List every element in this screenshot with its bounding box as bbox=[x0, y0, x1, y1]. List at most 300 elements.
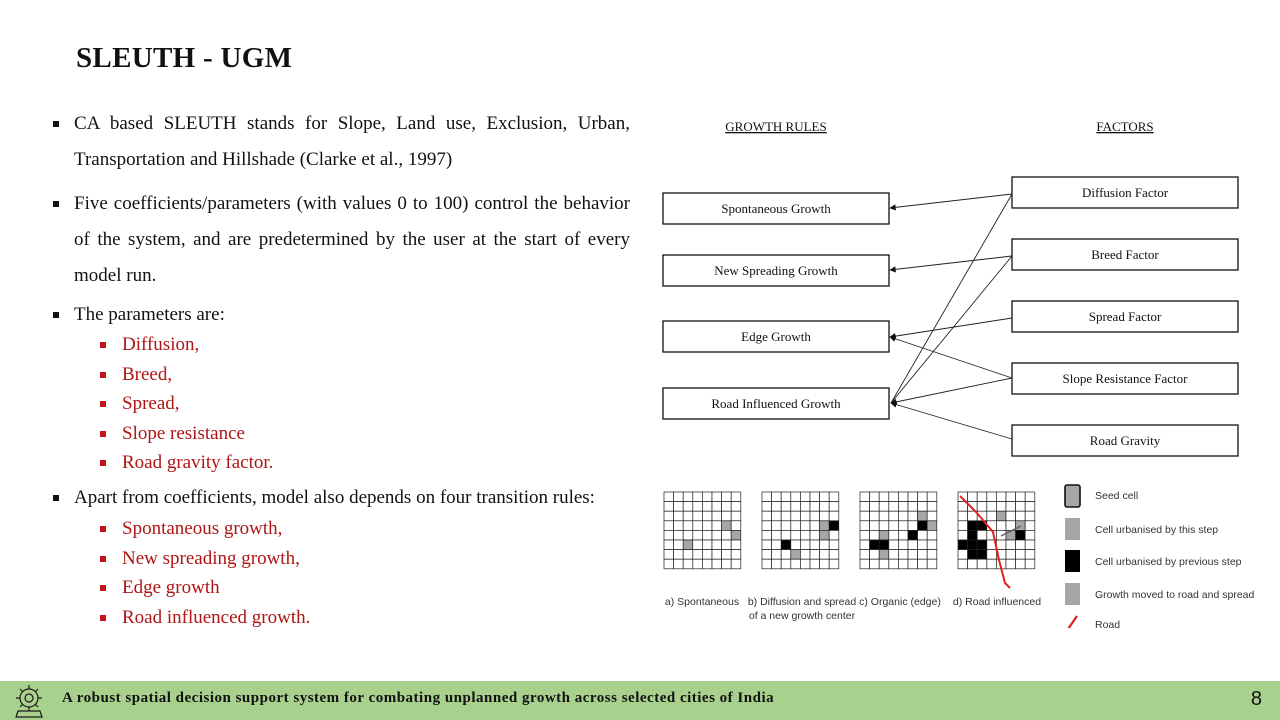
grid-cell bbox=[829, 550, 839, 560]
grid-cell bbox=[1016, 540, 1026, 550]
growth-rule-label: Road Influenced Growth bbox=[711, 396, 841, 411]
grid-cell bbox=[958, 559, 968, 569]
rule-item: New spreading growth, bbox=[52, 544, 630, 574]
grid-cell bbox=[712, 502, 722, 512]
grid-cell bbox=[683, 511, 693, 521]
grid-cell bbox=[1006, 502, 1016, 512]
growth-rules-header: GROWTH RULES bbox=[725, 119, 827, 134]
arrow-spread-edge bbox=[890, 318, 1012, 337]
grid-cell bbox=[1025, 550, 1035, 560]
grid-cell bbox=[927, 502, 937, 512]
grid-cell bbox=[800, 530, 810, 540]
arrow-breed-newspreading bbox=[890, 256, 1012, 270]
grid-caption: of a new growth center bbox=[748, 610, 856, 622]
grid-cell bbox=[781, 540, 791, 550]
factor-label: Road Gravity bbox=[1089, 433, 1161, 448]
grid-cell bbox=[829, 492, 839, 502]
grid-cell bbox=[772, 550, 782, 560]
grid-cell bbox=[958, 540, 968, 550]
grid-cell bbox=[664, 521, 674, 531]
grid-cell bbox=[889, 502, 899, 512]
grid-cell bbox=[820, 502, 830, 512]
grid-cell bbox=[1016, 530, 1026, 540]
grid-cell bbox=[860, 550, 870, 560]
grid-cell bbox=[908, 559, 918, 569]
grid-cell bbox=[712, 492, 722, 502]
grid-cell bbox=[693, 521, 703, 531]
rule-item: Road influenced growth. bbox=[52, 603, 630, 633]
grid-cell bbox=[1025, 511, 1035, 521]
factor-label: Diffusion Factor bbox=[1081, 185, 1169, 200]
grid-cell bbox=[829, 502, 839, 512]
grid-cell bbox=[722, 559, 732, 569]
grid-cell bbox=[800, 492, 810, 502]
factor-label: Slope Resistance Factor bbox=[1062, 371, 1188, 386]
grid-cell bbox=[791, 550, 801, 560]
grid-cell bbox=[800, 502, 810, 512]
grid-cell bbox=[762, 492, 772, 502]
grid-cell bbox=[898, 492, 908, 502]
grid-cell bbox=[664, 492, 674, 502]
grid-cell bbox=[731, 530, 741, 540]
grid-cell bbox=[968, 492, 978, 502]
bullet-text: CA based SLEUTH stands for Slope, Land use, Exclusion, Urban, Transportation and Hillshade (Clarke et al., 1997) bbox=[74, 113, 630, 170]
grid-cell bbox=[722, 540, 732, 550]
grid-cell bbox=[800, 511, 810, 521]
grid-cell bbox=[968, 550, 978, 560]
bullet-item bbox=[52, 106, 630, 178]
grid-cell bbox=[927, 550, 937, 560]
grid-cell bbox=[879, 550, 889, 560]
grid-cell bbox=[987, 550, 997, 560]
grid-cell bbox=[1016, 559, 1026, 569]
square-bullet-icon bbox=[53, 121, 59, 127]
previous-step-swatch-icon bbox=[1065, 550, 1080, 572]
bullet-text: Five coefficients/parameters (with values 0 to 100) control the behavior of the system, and are predetermined by the user at the start of every model run. bbox=[74, 193, 630, 286]
grid-cell bbox=[683, 550, 693, 560]
grid-cell bbox=[820, 550, 830, 560]
grid-cell bbox=[1016, 492, 1026, 502]
legend-label: Road bbox=[1095, 619, 1121, 628]
grid-cell bbox=[898, 511, 908, 521]
grid-cell bbox=[674, 530, 684, 540]
arrow-slope-road bbox=[891, 378, 1012, 403]
grid-cell bbox=[870, 550, 880, 560]
bullet-text: The parameters are: bbox=[74, 304, 225, 325]
grid-cell bbox=[702, 521, 712, 531]
grid-cell bbox=[1025, 530, 1035, 540]
growth-rule-label: Edge Growth bbox=[741, 329, 811, 344]
grid-cell bbox=[918, 559, 928, 569]
grid-cell bbox=[829, 530, 839, 540]
grid-cell bbox=[664, 550, 674, 560]
grid-cell bbox=[889, 530, 899, 540]
grid-cell bbox=[683, 559, 693, 569]
grid-cell bbox=[870, 492, 880, 502]
grid-cell bbox=[829, 559, 839, 569]
grid-cell bbox=[810, 550, 820, 560]
grid-cell bbox=[712, 540, 722, 550]
square-bullet-icon bbox=[100, 431, 106, 437]
cell-grids bbox=[664, 492, 1035, 588]
grid-cell bbox=[722, 521, 732, 531]
grid-cell bbox=[762, 550, 772, 560]
grid-cell bbox=[908, 521, 918, 531]
grid-cell bbox=[977, 530, 987, 540]
param-item: Breed, bbox=[52, 360, 630, 390]
grid-cell bbox=[731, 511, 741, 521]
grid-cell bbox=[664, 502, 674, 512]
grid-cell bbox=[731, 521, 741, 531]
cell-grid bbox=[762, 492, 839, 569]
grid-cell bbox=[879, 540, 889, 550]
arrow-diffusion-spontaneous bbox=[890, 194, 1012, 208]
factor-label: Breed Factor bbox=[1091, 247, 1159, 262]
grid-cell bbox=[820, 540, 830, 550]
bullet-text: Apart from coefficients, model also depends on four transition rules: bbox=[74, 486, 595, 508]
grid-cell bbox=[683, 521, 693, 531]
growth-rule-label: Spontaneous Growth bbox=[721, 201, 831, 216]
grid-caption: d) Road influenced bbox=[952, 596, 1042, 608]
grid-cell bbox=[731, 559, 741, 569]
grid-cell bbox=[879, 559, 889, 569]
arrow-gravity-road bbox=[891, 403, 1012, 439]
grid-cell bbox=[918, 550, 928, 560]
grid-cell bbox=[772, 492, 782, 502]
grid-cell bbox=[879, 511, 889, 521]
square-bullet-icon bbox=[100, 615, 106, 621]
connector-lines bbox=[890, 194, 1012, 439]
grid-cell bbox=[664, 559, 674, 569]
grid-cell bbox=[674, 521, 684, 531]
grid-cell bbox=[977, 550, 987, 560]
grid-cell bbox=[918, 540, 928, 550]
grid-cell bbox=[772, 511, 782, 521]
grid-cell bbox=[958, 530, 968, 540]
param-item: Slope resistance bbox=[52, 419, 630, 449]
grid-cell bbox=[996, 540, 1006, 550]
grid-cell bbox=[722, 530, 732, 540]
bullet-item bbox=[52, 300, 630, 330]
grid-cell bbox=[1025, 502, 1035, 512]
grid-cell bbox=[927, 521, 937, 531]
grid-cell bbox=[702, 530, 712, 540]
square-bullet-icon bbox=[100, 526, 106, 532]
grid-cell bbox=[898, 559, 908, 569]
grid-cell bbox=[693, 502, 703, 512]
grid-cell bbox=[958, 511, 968, 521]
grid-cell bbox=[791, 530, 801, 540]
grid-cell bbox=[674, 502, 684, 512]
grid-cell bbox=[1016, 550, 1026, 560]
grid-cell bbox=[693, 550, 703, 560]
rule-item: Spontaneous growth, bbox=[52, 514, 630, 544]
grid-cell bbox=[908, 530, 918, 540]
grid-cell bbox=[927, 540, 937, 550]
seed-cell-swatch-icon bbox=[1065, 485, 1080, 507]
grid-cell bbox=[820, 521, 830, 531]
grid-cell bbox=[762, 530, 772, 540]
bullet-list bbox=[52, 106, 630, 632]
grid-cell bbox=[860, 502, 870, 512]
grid-cell bbox=[781, 559, 791, 569]
grid-cell bbox=[791, 540, 801, 550]
grid-cell bbox=[664, 530, 674, 540]
grid-cell bbox=[968, 521, 978, 531]
grid-cell bbox=[829, 511, 839, 521]
footer-bar bbox=[0, 681, 1280, 720]
grid-cell bbox=[860, 511, 870, 521]
grid-cell bbox=[908, 550, 918, 560]
grid-cell bbox=[772, 521, 782, 531]
grid-cell bbox=[762, 511, 772, 521]
grid-cell bbox=[977, 540, 987, 550]
grid-cell bbox=[987, 502, 997, 512]
grid-cell bbox=[791, 511, 801, 521]
grid-cell bbox=[968, 540, 978, 550]
grid-cell bbox=[889, 521, 899, 531]
grid-cell bbox=[791, 492, 801, 502]
footer-text: A robust spatial decision support system for combating unplanned growth across selected cities of India bbox=[62, 690, 775, 706]
rule-item: Edge growth bbox=[52, 573, 630, 603]
grid-cell bbox=[1006, 550, 1016, 560]
grid-cell bbox=[810, 521, 820, 531]
grid-cell bbox=[781, 492, 791, 502]
grid-cell bbox=[702, 559, 712, 569]
grid-cell bbox=[800, 521, 810, 531]
grid-cell bbox=[1006, 492, 1016, 502]
grid-cell bbox=[977, 502, 987, 512]
grid-cell bbox=[870, 511, 880, 521]
grid-cell bbox=[918, 511, 928, 521]
grid-cell bbox=[722, 502, 732, 512]
grid-cell bbox=[693, 530, 703, 540]
grid-cell bbox=[722, 550, 732, 560]
grid-cell bbox=[987, 511, 997, 521]
grid-cell bbox=[712, 530, 722, 540]
param-item: Road gravity factor. bbox=[52, 448, 630, 478]
grid-cell bbox=[810, 559, 820, 569]
page-number: 8 bbox=[1250, 688, 1262, 710]
grid-cell bbox=[898, 521, 908, 531]
this-step-swatch-icon bbox=[1065, 518, 1080, 540]
grid-cell bbox=[918, 521, 928, 531]
grid-cell bbox=[860, 530, 870, 540]
grid-cell bbox=[674, 550, 684, 560]
slide-title: SLEUTH - UGM bbox=[76, 42, 293, 74]
grid-cell bbox=[889, 540, 899, 550]
grid-cell bbox=[731, 502, 741, 512]
grid-cell bbox=[693, 492, 703, 502]
grid-cell bbox=[908, 540, 918, 550]
grid-cell bbox=[870, 559, 880, 569]
grid-cell bbox=[860, 559, 870, 569]
grid-cell bbox=[810, 492, 820, 502]
square-bullet-icon bbox=[53, 312, 59, 318]
grid-cell bbox=[918, 502, 928, 512]
grid-cell bbox=[693, 511, 703, 521]
grid-cell bbox=[908, 511, 918, 521]
square-bullet-icon bbox=[100, 372, 106, 378]
grid-cell bbox=[781, 511, 791, 521]
grid-cell bbox=[1025, 521, 1035, 531]
grid-cell bbox=[702, 540, 712, 550]
grid-cell bbox=[898, 502, 908, 512]
grid-cell bbox=[810, 502, 820, 512]
grid-cell bbox=[1025, 559, 1035, 569]
bullet-item bbox=[52, 186, 630, 294]
grid-cell bbox=[791, 521, 801, 531]
road-growth-swatch-icon bbox=[1065, 583, 1080, 605]
grid-cell bbox=[820, 530, 830, 540]
grid-cell bbox=[1016, 511, 1026, 521]
grid-cell bbox=[810, 511, 820, 521]
grid-cell bbox=[731, 492, 741, 502]
grid-cell bbox=[860, 492, 870, 502]
grid-cell bbox=[820, 559, 830, 569]
grid-cell bbox=[889, 492, 899, 502]
grid-cell bbox=[722, 492, 732, 502]
grid-cell bbox=[870, 530, 880, 540]
grid-cell bbox=[664, 511, 674, 521]
grid-cell bbox=[958, 550, 968, 560]
grid-cell bbox=[977, 559, 987, 569]
legend-label: Cell urbanised by this step bbox=[1095, 524, 1219, 536]
factor-label: Spread Factor bbox=[1088, 309, 1162, 324]
grid-cell bbox=[702, 511, 712, 521]
grid-cell bbox=[674, 492, 684, 502]
grid-cell bbox=[879, 502, 889, 512]
grid-cell bbox=[898, 550, 908, 560]
grid-cell bbox=[810, 530, 820, 540]
grid-cell bbox=[860, 540, 870, 550]
grid-cell bbox=[772, 540, 782, 550]
grid-cell bbox=[927, 511, 937, 521]
square-bullet-icon bbox=[100, 460, 106, 466]
arrow-slope-edge bbox=[890, 337, 1012, 378]
grid-caption: b) Diffusion and spread bbox=[747, 596, 857, 608]
grid-cell bbox=[712, 559, 722, 569]
cell-grid bbox=[860, 492, 937, 569]
grid-cell bbox=[908, 492, 918, 502]
square-bullet-icon bbox=[100, 342, 106, 348]
cell-grid bbox=[958, 492, 1035, 569]
param-item: Diffusion, bbox=[52, 330, 630, 360]
square-bullet-icon bbox=[53, 201, 59, 207]
grid-cell bbox=[1025, 540, 1035, 550]
grid-cell bbox=[927, 559, 937, 569]
grid-cell bbox=[968, 559, 978, 569]
legend-label: Growth moved to road and spread bbox=[1095, 589, 1255, 601]
grid-cell bbox=[702, 502, 712, 512]
grid-cell bbox=[908, 502, 918, 512]
grid-cell bbox=[1006, 540, 1016, 550]
grid-cell bbox=[1016, 502, 1026, 512]
grid-cell bbox=[958, 521, 968, 531]
grid-cell bbox=[693, 540, 703, 550]
grid-cell bbox=[731, 540, 741, 550]
grid-cell bbox=[772, 502, 782, 512]
grid-cell bbox=[731, 550, 741, 560]
grid-cell bbox=[674, 559, 684, 569]
grid-caption: a) Spontaneous bbox=[664, 596, 740, 608]
grid-cell bbox=[712, 521, 722, 531]
grid-cell bbox=[683, 530, 693, 540]
grid-cell bbox=[996, 521, 1006, 531]
square-bullet-icon bbox=[100, 556, 106, 562]
grid-cell bbox=[702, 492, 712, 502]
grid-cell bbox=[762, 502, 772, 512]
grid-cell bbox=[870, 502, 880, 512]
grid-cell bbox=[918, 530, 928, 540]
grid-cell bbox=[772, 530, 782, 540]
grid-cell bbox=[889, 550, 899, 560]
grid-cell bbox=[800, 559, 810, 569]
grid-cell bbox=[702, 550, 712, 560]
grid-cell bbox=[829, 540, 839, 550]
grid-cell bbox=[977, 492, 987, 502]
grid-cell bbox=[860, 521, 870, 531]
grid-cell bbox=[781, 502, 791, 512]
grid-cell bbox=[810, 540, 820, 550]
grid-cell bbox=[996, 492, 1006, 502]
grid-cell bbox=[772, 559, 782, 569]
grid-cell bbox=[712, 550, 722, 560]
grid-cell bbox=[820, 492, 830, 502]
grid-caption: c) Organic (edge) bbox=[859, 596, 941, 608]
grid-cell bbox=[800, 540, 810, 550]
grid-cell bbox=[829, 521, 839, 531]
sleuth-diagram bbox=[655, 108, 1265, 628]
grid-cell bbox=[791, 559, 801, 569]
grid-cell bbox=[1025, 492, 1035, 502]
grid-cell bbox=[927, 492, 937, 502]
bullet-item bbox=[52, 486, 630, 510]
grid-cell bbox=[674, 540, 684, 550]
grid-cell bbox=[898, 530, 908, 540]
grid-cell bbox=[996, 502, 1006, 512]
grid-cell bbox=[879, 492, 889, 502]
legend bbox=[1065, 485, 1255, 628]
grid-cell bbox=[870, 540, 880, 550]
institute-emblem-icon bbox=[12, 683, 46, 719]
grid-cell bbox=[781, 550, 791, 560]
grid-cell bbox=[987, 492, 997, 502]
cell-grid bbox=[664, 492, 741, 569]
grid-cell bbox=[762, 559, 772, 569]
grid-cell bbox=[968, 530, 978, 540]
grid-cell bbox=[1006, 559, 1016, 569]
grid-cell bbox=[762, 521, 772, 531]
grid-cell bbox=[683, 540, 693, 550]
grid-cell bbox=[664, 540, 674, 550]
square-bullet-icon bbox=[100, 401, 106, 407]
grid-cell bbox=[1006, 511, 1016, 521]
grid-cell bbox=[712, 511, 722, 521]
square-bullet-icon bbox=[53, 495, 59, 501]
grid-cell bbox=[762, 540, 772, 550]
legend-label: Seed cell bbox=[1095, 490, 1139, 502]
grid-cell bbox=[781, 530, 791, 540]
grid-cell bbox=[879, 521, 889, 531]
road-line-icon bbox=[1066, 616, 1077, 628]
grid-cell bbox=[889, 511, 899, 521]
grid-cell bbox=[722, 511, 732, 521]
grid-cell bbox=[889, 559, 899, 569]
grid-cell bbox=[683, 502, 693, 512]
line-breed-road bbox=[891, 256, 1012, 403]
grid-cell bbox=[996, 511, 1006, 521]
